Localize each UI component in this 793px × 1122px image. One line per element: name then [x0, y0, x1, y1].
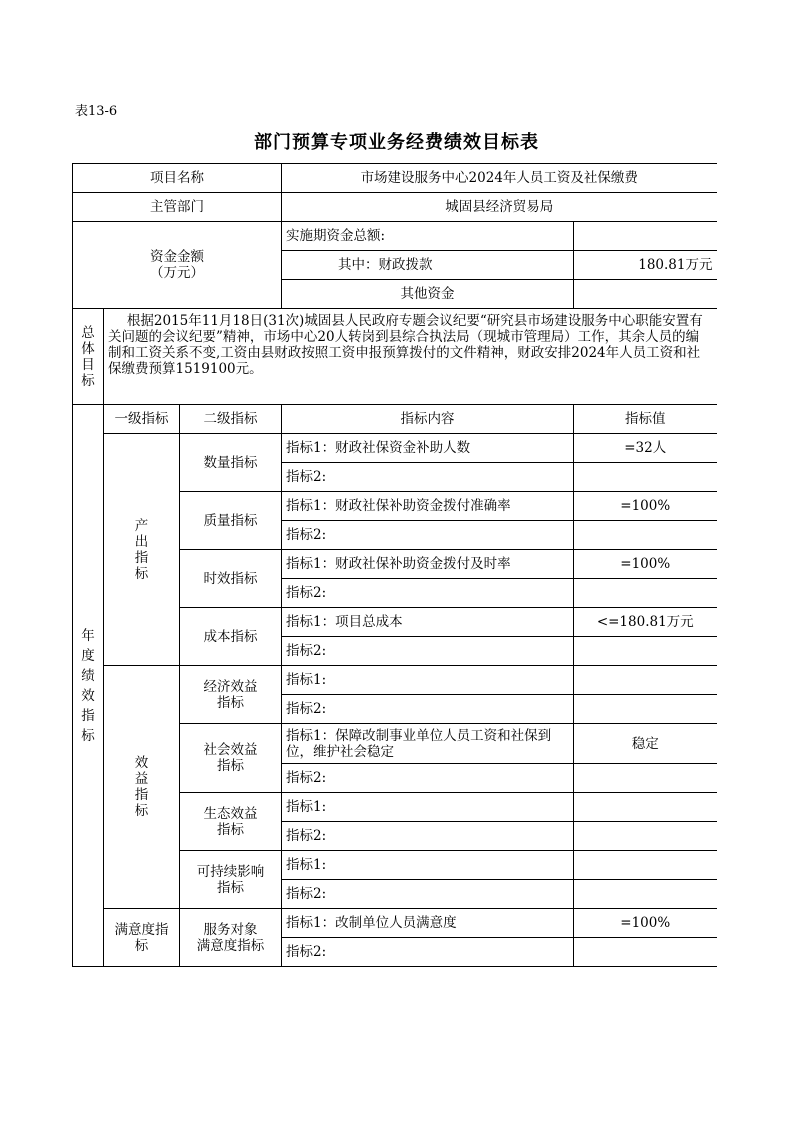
- fund-fiscal-label: 其中：财政拨款: [282, 251, 574, 280]
- indicator-header-row: [73, 405, 717, 434]
- fund-total-value: [574, 222, 717, 251]
- fund-amount-label-line2: （万元）: [150, 265, 204, 281]
- indicator-content: 指标1：财政社保补助资金拨付及时率: [282, 550, 574, 579]
- project-name-row: [73, 164, 717, 193]
- header-level2: 二级指标: [180, 405, 282, 434]
- indicator-value: <=180.81万元: [574, 608, 717, 637]
- indicator-value: [574, 938, 717, 967]
- indicator-content: 指标2:: [282, 822, 574, 851]
- fund-amount-label-line1: 资金金额: [150, 249, 204, 265]
- header-content: 指标内容: [282, 405, 574, 434]
- indicator-value: =100%: [574, 492, 717, 521]
- indicator-content: 指标2:: [282, 521, 574, 550]
- indicator-value: [574, 521, 717, 550]
- quality-indicator-label: 质量指标: [180, 492, 282, 550]
- indicator-content: 指标1:: [282, 851, 574, 880]
- quantity-indicator-label: 数量指标: [180, 434, 282, 492]
- indicator-content: 指标1：财政社保资金补助人数: [282, 434, 574, 463]
- indicator-content: 指标2:: [282, 764, 574, 793]
- indicator-content: 指标2:: [282, 695, 574, 724]
- indicator-value: [574, 822, 717, 851]
- fund-amount-label: [73, 222, 282, 309]
- overall-goal-text: 根据2015年11月18日(31次)城固县人民政府专题会议纪要“研究县市场建设服务中心职能安置有关问题的会议纪要”精神，市场中心20人转岗到县综合执法局（现城市管理局）工作，其余人员的编制和工资关系不变,工资由县财政按照工资申报预算拨付的文件精神，财政安排2024年人员工资和社保缴费预算1519100元。: [104, 309, 717, 405]
- benefit-indicator-label: 效 益 指 标: [104, 666, 180, 909]
- page-title: 部门预算专项业务经费绩效目标表: [254, 132, 539, 153]
- indicator-value: [574, 637, 717, 666]
- indicator-row: [73, 434, 717, 463]
- indicator-value: [574, 880, 717, 909]
- fund-other-value: [574, 280, 717, 309]
- dept-row: [73, 193, 717, 222]
- overall-goal-label: 总 体 目 标: [73, 309, 104, 405]
- header-level1: 一级指标: [104, 405, 180, 434]
- indicator-content: 指标2:: [282, 637, 574, 666]
- timeliness-indicator-label: 时效指标: [180, 550, 282, 608]
- indicator-value: =100%: [574, 909, 717, 938]
- fund-total-label: 实施期资金总额:: [282, 222, 574, 251]
- indicator-row: [73, 666, 717, 695]
- dept-value: 城固县经济贸易局: [282, 193, 717, 222]
- indicator-content: 指标1：改制单位人员满意度: [282, 909, 574, 938]
- indicator-value: [574, 463, 717, 492]
- header-value: 指标值: [574, 405, 717, 434]
- indicator-content: 指标1：项目总成本: [282, 608, 574, 637]
- indicator-value: [574, 579, 717, 608]
- dept-label: 主管部门: [73, 193, 282, 222]
- indicator-content: 指标2:: [282, 938, 574, 967]
- indicator-value: =100%: [574, 550, 717, 579]
- output-indicator-label: 产 出 指 标: [104, 434, 180, 666]
- indicator-value: [574, 666, 717, 695]
- overall-goal-row: [73, 309, 717, 405]
- fund-fiscal-value: 180.81万元: [574, 251, 717, 280]
- sustainability-label: 可持续影响 指标: [180, 851, 282, 909]
- indicator-content: 指标1：保障改制事业单位人员工资和社保到位，维护社会稳定: [282, 724, 574, 764]
- indicator-content: 指标2:: [282, 880, 574, 909]
- service-satisfaction-label: 服务对象 满意度指标: [180, 909, 282, 967]
- indicator-row: [73, 909, 717, 938]
- social-benefit-label: 社会效益 指标: [180, 724, 282, 793]
- annual-indicator-label: 年 度 绩 效 指 标: [73, 405, 104, 967]
- indicator-value: 稳定: [574, 724, 717, 764]
- indicator-value: [574, 764, 717, 793]
- indicator-content: 指标2:: [282, 579, 574, 608]
- indicator-content: 指标1:: [282, 666, 574, 695]
- indicator-value: [574, 793, 717, 822]
- cost-indicator-label: 成本指标: [180, 608, 282, 666]
- ecological-benefit-label: 生态效益 指标: [180, 793, 282, 851]
- project-name-label: 项目名称: [73, 164, 282, 193]
- economic-benefit-label: 经济效益 指标: [180, 666, 282, 724]
- indicator-value: [574, 851, 717, 880]
- indicator-content: 指标2:: [282, 463, 574, 492]
- indicator-content: 指标1:: [282, 793, 574, 822]
- indicator-value: [574, 695, 717, 724]
- fund-other-label: 其他资金: [282, 280, 574, 309]
- fund-total-row: [73, 222, 717, 251]
- indicator-content: 指标1：财政社保补助资金拨付准确率: [282, 492, 574, 521]
- performance-table: [72, 163, 717, 967]
- table-number: 表13-6: [75, 104, 118, 119]
- satisfaction-indicator-label: 满意度指 标: [104, 909, 180, 967]
- project-name-value: 市场建设服务中心2024年人员工资及社保缴费: [282, 164, 717, 193]
- indicator-value: =32人: [574, 434, 717, 463]
